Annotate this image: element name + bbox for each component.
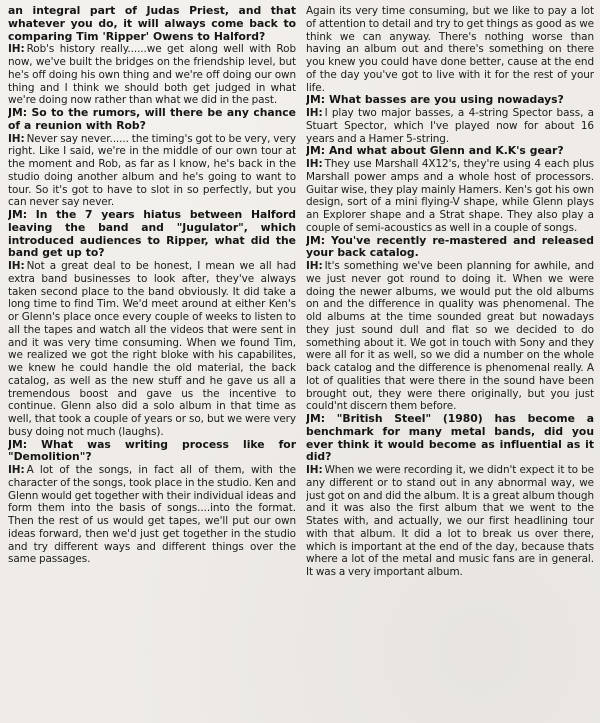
answer [306, 464, 594, 579]
speaker-label: IH: [306, 260, 323, 272]
speaker-label: IH: [306, 107, 323, 119]
answer [8, 464, 296, 566]
question: JM: What was writing process like for "Demolition"? [8, 437, 296, 464]
question: JM: In the 7 years hiatus between Halford leaving the band and "Jugulator", which introduced audiences to Ripper, what did the band get up to? [8, 208, 296, 260]
right-column [306, 5, 594, 719]
question: JM: What basses are you using nowadays? [306, 93, 564, 107]
answer-text: A lot of the songs, in fact all of them, with the character of the songs, took place in the studio. Ken and Glenn would get together with their individual ideas and form them into the basis of songs....into the format. Then the rest of us would get tapes, we'll put our own ideas forward, then we'd just get together in the studio and try different ways and different things over the same passages. [8, 464, 296, 566]
answer [306, 107, 594, 145]
answer-text: I play two major basses, a 4-string Spector bass, a Stuart Spector, which I've played now for about 16 years and a Hamer 5-string. [306, 107, 594, 145]
answer [8, 133, 296, 210]
question: JM: And what about Glenn and K.K's gear? [306, 144, 564, 158]
answer-text: Rob's history really......we get along well with Rob now, we've built the bridges on the friendship level, but he's off doing his own thing and we're off doing our own thing and I think we should both get judged in what we're doing now rather than what we did in the past. [8, 43, 296, 107]
question: JM: You've recently re-mastered and released your back catalog. [306, 233, 594, 260]
answer [8, 43, 296, 107]
answer-text: When we were recording it, we didn't expect it to be any different or to stand out in any abnormal way, we just got on and did the album. It is a great album though and it was also the first album that we went to the States with, and actually, we our first headlining tour with that album. It did a lot to break us over there, which is important at the end of the day, because thats where a lot of the metal and music fans are in general. It was a very important album. [306, 464, 594, 578]
answer-text: Never say never...... the timing's got to be very, very right. Like I said, we're in the middle of our own tour at the moment and Rob, as far as I know, he's back in the studio doing another album and he's going to want to tour. So it's got to have to slot in so perfectly, but you can never say never. [8, 132, 296, 209]
speaker-label: IH: [8, 464, 25, 476]
answer [306, 260, 594, 413]
answer-text: Again its very time consuming, but we like to pay a lot of attention to detail and try to get things as good as we think we can anyway. There's nothing worse than having an album out and there's something on there you knew you could have done better, cause at the end of the day you've got to live with it for the rest of your life. [306, 5, 594, 94]
speaker-label: IH: [8, 132, 25, 145]
question: JM: "British Steel" (1980) has become a benchmark for many metal bands, did you ever think it would become as influential as it did? [306, 412, 594, 464]
answer-continued [306, 5, 594, 94]
answer [306, 158, 594, 235]
question: JM: So to the rumors, will there be any chance of a reunion with Rob? [8, 106, 296, 132]
speaker-label: IH: [8, 260, 25, 272]
answer-text: They use Marshall 4X12's, they're using 4 each plus Marshall power amps and a whole host of processors. Guitar wise, they play mainly Hamers. Ken's got his own design, sort of a mini flying-V shape, while Glenn plays an Explorer shape and a Strat shape. They also play a couple of semi-acoustics as well in a couple of songs. [306, 158, 594, 234]
answer-text: Not a great deal to be honest, I mean we all had extra band businesses to look after, they've always taken second place to the band obviously. It did take a long time to find Tim. We'd meet around at either Ken's or Glenn's place once every couple of weeks to listen to all the tapes and watch all the videos that were sent in and it was very time consuming. When we found Tim, we realized we got the right bloke with his capabilites, we knew he could handle the old material, the back catalog, as well as the new stuff and he gave us all a tremendous boost and gave us the incentive to continue. Glenn also did a solo album in that time as well, that took a couple of years or so, but we were very busy doing not much (laughs). [8, 260, 296, 438]
left-column [8, 5, 296, 719]
answer-text: It's something we've been planning for awhile, and we just never got round to doing it. When we were doing the newer albums, we would put the old albums on and the difference in quality was phenomenal. The old albums at the time sounded great but nowadays they just sound dull and flat so we decided to do something about it. We got in touch with Sony and they were all for it as well, so we did a number on the whole back catalog and the difference is phenomenal really. A lot of qualities that were there in the sound have been brought out, they were there originally, but you just could'nt discern them before. [306, 260, 594, 413]
answer [8, 260, 296, 439]
speaker-label: IH: [8, 43, 25, 56]
speaker-label: IH: [306, 158, 323, 170]
question: an integral part of Judas Priest, and that whatever you do, it will always come back to comparing Tim 'Ripper' Owens to Halford? [8, 5, 296, 43]
speaker-label: IH: [306, 464, 323, 476]
